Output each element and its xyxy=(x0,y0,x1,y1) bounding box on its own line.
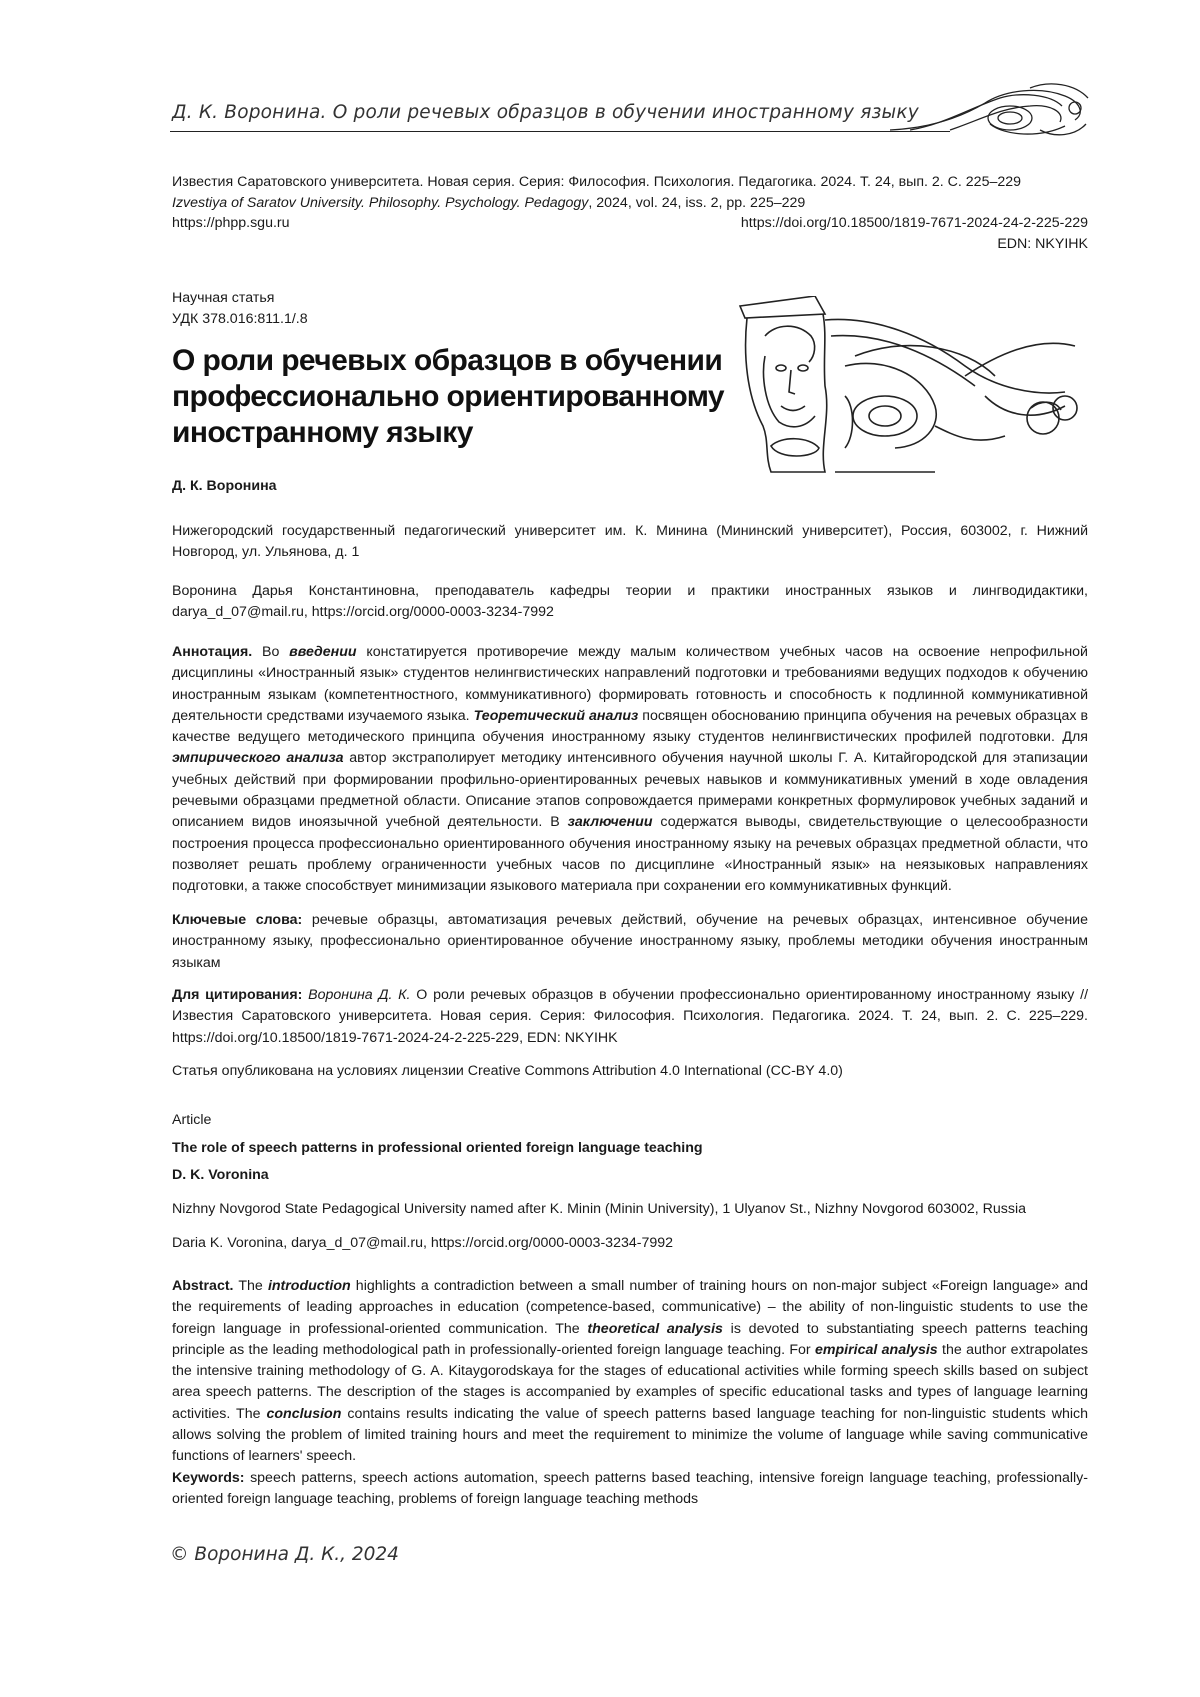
keyword-emphasis: conclusion xyxy=(266,1405,342,1422)
abstract-label-en: Abstract. xyxy=(172,1278,234,1294)
abstract-text: contains results indicating the value of speech patterns based language teaching for non-linguistic students which allows solving the problem of limited training hours and meet the requirement to minimize the volume of language while saving communicative functions of learners' speech. xyxy=(172,1405,1088,1465)
keyword-emphasis: theoretical analysis xyxy=(587,1320,723,1337)
author-info-en: Daria K. Voronina, darya_d_07@mail.ru, https://orcid.org/0000-0003-3234-7992 xyxy=(172,1235,674,1251)
affiliation-en: Nizhny Novgorod State Pedagogical University named after K. Minin (Minin University), 1 Ulyanov St., Nizhny Novgorod 603002, Russia xyxy=(172,1201,1027,1217)
journal-line-ru: Известия Саратовского университета. Новая серия. Серия: Философия. Психология. Педагогика. 2024. Т. 24, вып. 2. С. 225–229 xyxy=(172,174,1022,190)
keywords-ru xyxy=(172,910,1088,974)
affiliation-ru: Нижегородский государственный педагогический университет им. К. Минина (Мининский университет), Россия, 603002, г. Нижний Новгород, ул. Ульянова, д. 1 xyxy=(172,523,1088,561)
keywords-en xyxy=(172,1468,1088,1511)
abstract-text: The xyxy=(233,1278,268,1294)
keyword-emphasis: введении xyxy=(289,644,357,660)
license-note: Статья опубликована на условиях лицензии Creative Commons Attribution 4.0 International (CC-BY 4.0) xyxy=(172,1063,843,1079)
edn-code: EDN: NKYIHK xyxy=(997,235,1088,252)
decorative-ornament xyxy=(735,296,1087,476)
abstract-text: Во xyxy=(252,644,290,660)
keywords-label-ru: Ключевые слова: xyxy=(172,912,303,928)
author-name-en: D. K. Voronina xyxy=(172,1167,269,1183)
article-type-ru: Научная статья xyxy=(172,290,275,306)
author-info-ru: Воронина Дарья Константиновна, преподаватель кафедры теории и практики иностранных языков и лингводидактики, darya_d_07@mail.ru, https://orcid.org/0000-0003-3234-7992 xyxy=(172,583,1088,621)
journal-issue-en: , 2024, vol. 24, iss. 2, pp. 225–229 xyxy=(588,194,806,211)
abstract-text: highlights a contradiction between a small number of training hours on non-major subject «Foreign language» and the requirements of leading approaches in education (competence-based, communicative) – the ability of non-linguistic students to use the foreign language in professional-oriented communication. The xyxy=(172,1278,1088,1337)
keywords-text-en: speech patterns, speech actions automation, speech patterns based teaching, intensive foreign language teaching, professionally-oriented foreign language teaching, problems of foreign language teaching methods xyxy=(172,1470,1088,1508)
article-meta xyxy=(172,288,308,329)
abstract-label-ru: Аннотация. xyxy=(172,644,253,660)
running-head: Д. К. Воронина. О роли речевых образцов в обучении иностранному языку xyxy=(172,102,919,123)
citation-label: Для цитирования: xyxy=(172,987,303,1003)
header-ornament xyxy=(890,78,1090,148)
article-title-en: The role of speech patterns in professional oriented foreign language teaching xyxy=(172,1140,703,1156)
abstract-ru xyxy=(172,642,1088,898)
journal-name-en: Izvestiya of Saratov University. Philosophy. Psychology. Pedagogy xyxy=(172,194,589,211)
abstract-text: содержатся выводы, свидетельствующие о целесообразности построения процесса профессионально ориентированного обучения иностранному языку на речевых образцах предметной области, что позволяет решать проблему ограниченности учебных часов по дисциплине «Иностранный язык» на неязыковых направлениях подготовки, а также способствует минимизации языкового материала при сохранении его коммуникативных функций. xyxy=(172,814,1088,895)
copyright-notice: © Воронина Д. К., 2024 xyxy=(170,1544,399,1565)
keyword-emphasis: эмпирического анализа xyxy=(172,750,344,767)
udc-code: УДК 378.016:811.1/.8 xyxy=(172,310,308,327)
citation-block xyxy=(172,985,1088,1049)
doi-link[interactable]: https://doi.org/10.18500/1819-7671-2024-24-2-225-229 xyxy=(740,215,1088,232)
journal-info xyxy=(172,172,1088,254)
keywords-label-en: Keywords: xyxy=(172,1470,245,1486)
abstract-text: is devoted to substantiating speech patterns teaching principle as the leading methodological path in professionally-oriented foreign language teaching. For xyxy=(172,1320,1088,1358)
article-title-ru: О роли речевых образцов в обучении профессионально ориентированному иностранному языку xyxy=(172,344,725,449)
keywords-text-ru: речевые образцы, автоматизация речевых действий, обучение на речевых образцах, интенсивное обучение иностранному языку, профессионально ориентированное обучение иностранному языку, проблемы методики обучения иностранным языкам xyxy=(172,912,1088,971)
journal-site-link[interactable]: https://phpp.sgu.ru xyxy=(172,215,290,232)
abstract-text: автор экстраполирует методику интенсивного обучения научной школы Г. А. Китайгородской для этапизации учебных действий при формировании профильно-ориентированных речевых навыков и коммуникативных умений в ходе овладения речевыми образцами предметной области. Описание этапов сопровождается примерами конкретных формулировок учебных заданий и описанием видов иноязычной учебной деятельности. В xyxy=(172,750,1088,831)
article-type-en: Article xyxy=(172,1112,212,1128)
keyword-emphasis: empirical analysis xyxy=(815,1341,938,1358)
citation-text: О роли речевых образцов в обучении профессионально ориентированному иностранному языку // Известия Саратовского университета. Новая серия. Серия: Философия. Психология. Педагогика. 2024. Т. 24, вып. 2. С. 225–229. https://doi.org/10.18500/1819-7671-2024-24-2-225-229, EDN: NKYIHK xyxy=(172,987,1089,1046)
abstract-text: the author extrapolates the intensive training methodology of G. A. Kitaygorodskaya for the stages of educational activities while forming speech skills based on subject area speech patterns. The description of the stages is accompanied by examples of specific educational tasks and types of language learning activities. The xyxy=(172,1341,1088,1422)
abstract-text: констатируется противоречие между малым количеством учебных часов на освоение непрофильной дисциплины «Иностранный язык» студентов нелингвистических направлений подготовки и требованиями ведущих подходов к обучению иностранным языкам (компетентностного, коммуникативного) формировать готовность и способность к подлинной коммуникативной деятельности средствами изучаемого языка. xyxy=(172,644,1088,724)
abstract-en xyxy=(172,1276,1088,1468)
author-name-ru: Д. К. Воронина xyxy=(172,478,277,494)
keyword-emphasis: Теоретический анализ xyxy=(473,707,639,724)
header-rule xyxy=(170,131,950,132)
journal-line-en xyxy=(172,193,1088,214)
citation-author: Воронина Д. К. xyxy=(302,987,411,1003)
abstract-text: посвящен обоснованию принципа обучения на речевых образцах в качестве ведущего методического принципа обучения иностранному языку студентов нелингвистических профилей подготовки. Для xyxy=(172,707,1089,746)
keyword-emphasis: заключении xyxy=(567,814,653,831)
keyword-emphasis: introduction xyxy=(267,1278,351,1294)
